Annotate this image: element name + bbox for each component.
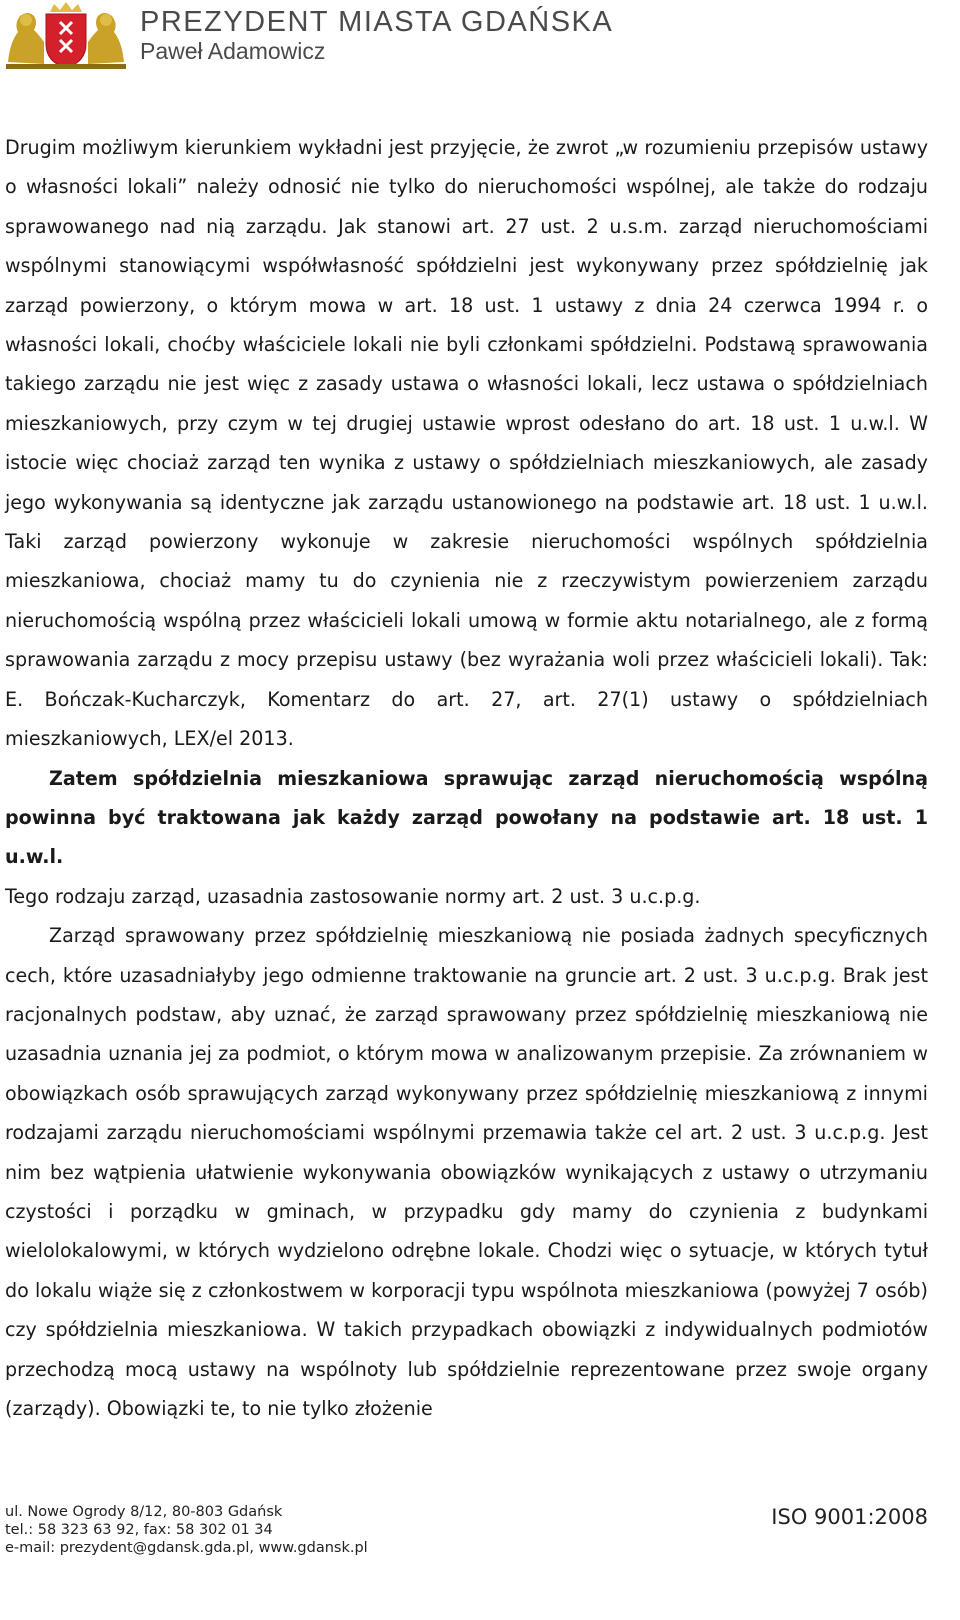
document-body bbox=[5, 128, 928, 1428]
footer-phone: tel.: 58 323 63 92, fax: 58 302 01 34 bbox=[5, 1522, 273, 1538]
letterhead bbox=[0, 0, 960, 80]
letterhead-subtitle: Paweł Adamowicz bbox=[140, 38, 326, 64]
paragraph-2-bold: Zatem spółdzielnia mieszkaniowa sprawując zarząd nieruchomością wspólną powinna być traktowana jak każdy zarząd powołany na podstawie art. 18 ust. 1 u.w.l. bbox=[5, 766, 928, 869]
footer-address: ul. Nowe Ogrody 8/12, 80-803 Gdańsk bbox=[5, 1504, 283, 1520]
letterhead-title: PREZYDENT MIASTA GDAŃSKA bbox=[140, 6, 614, 38]
paragraph-2-rest: Tego rodzaju zarząd, uzasadnia zastosowanie normy art. 2 ust. 3 u.c.p.g. bbox=[5, 884, 701, 908]
gdansk-coat-of-arms-logo bbox=[4, 2, 128, 70]
footer bbox=[5, 1503, 928, 1557]
footer-email: e-mail: prezydent@gdansk.gda.pl, www.gdansk.pl bbox=[5, 1540, 368, 1556]
iso-certification: ISO 9001:2008 bbox=[771, 1505, 928, 1529]
paragraph-1: Drugim możliwym kierunkiem wykładni jest przyjęcie, że zwrot „w rozumieniu przepisów ustawy o własności lokali” należy odnosić nie tylko do nieruchomości wspólnej, ale także do rodzaju sprawowanego nad nią zarządu. Jak stanowi art. 27 ust. 2 u.s.m. zarząd nieruchomościami wspólnymi stanowiącymi współwłasność spółdzielni jest wykonywany przez spółdzielnię jak zarząd powierzony, o którym mowa w art. 18 ust. 1 ustawy z dnia 24 czerwca 1994 r. o własności lokali, choćby właściciele lokali nie byli członkami spółdzielni. Podstawą sprawowania takiego zarządu nie jest więc z zasady ustawa o własności lokali, lecz ustawa o spółdzielniach mieszkaniowych, przy czym w tej drugiej ustawie wprost odesłano do art. 18 ust. 1 u.w.l. W istocie więc chociaż zarząd ten wynika z ustawy o spółdzielniach mieszkaniowych, ale zasady jego wykonywania są identyczne jak zarządu ustanowionego na podstawie art. 18 ust. 1 u.w.l. Taki zarząd powierzony wykonuje w zakresie nieruchomości wspólnych spółdzielnia mieszkaniowa, chociaż mamy tu do czynienia nie z rzeczywistym powierzeniem zarządu nieruchomością wspólną przez właścicieli lokali umową w formie aktu notarialnego, ale z formą sprawowania zarządu z mocy przepisu ustawy (bez wyrażania woli przez właścicieli lokali). Tak: E. Bończak-Kucharczyk, Komentarz do art. 27, art. 27(1) ustawy o spółdzielniach mieszkaniowych, LEX/el 2013. bbox=[5, 136, 928, 751]
paragraph-3: Zarząd sprawowany przez spółdzielnię mieszkaniową nie posiada żadnych specyficznych cech, które uzasadniałyby jego odmienne traktowanie na gruncie art. 2 ust. 3 u.c.p.g. Brak jest racjonalnych podstaw, aby uznać, że zarząd sprawowany przez spółdzielnię mieszkaniową nie uzasadnia uznania jej za podmiot, o którym mowa w analizowanym przepisie. Za zrównaniem w obowiązkach osób sprawujących zarząd wykonywany przez spółdzielnię mieszkaniową z innymi rodzajami zarządu nieruchomościami wspólnymi przemawia także cel art. 2 ust. 3 u.c.p.g. Jest nim bez wątpienia ułatwienie wykonywania obowiązków wynikających z ustawy o utrzymaniu czystości i porządku w gminach, w przypadku gdy mamy do czynienia z budynkami wielolokalowymi, w których wydzielono odrębne lokale. Chodzi więc o sytuacje, w których tytuł do lokalu wiąże się z członkostwem w korporacji typu wspólnota mieszkaniowa (powyżej 7 osób) czy spółdzielnia mieszkaniowa. W takich przypadkach obowiązki z indywidualnych podmiotów przechodzą mocą ustawy na wspólnoty lub spółdzielnie reprezentowane przez swoje organy (zarządy). Obowiązki te, to nie tylko złożenie bbox=[5, 924, 928, 1420]
